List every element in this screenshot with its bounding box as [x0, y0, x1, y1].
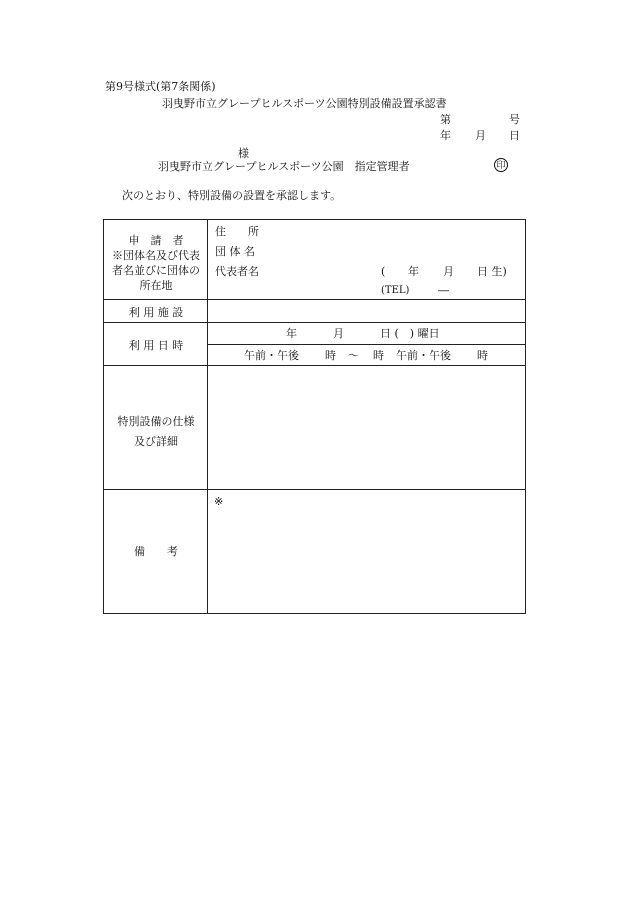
row-divider — [103, 322, 526, 323]
facility-label: 利 用 施 設 — [128, 306, 184, 319]
use-month: 月 — [333, 327, 344, 340]
use-year: 年 — [286, 327, 297, 340]
birth-open-paren: ( — [381, 265, 386, 278]
issue-date-month: 月 — [475, 129, 486, 142]
intro-text: 次のとおり、特別設備の設置を承認します。 — [122, 189, 342, 202]
applicant-label — [104, 233, 208, 293]
document-title: 羽曳野市立グレープヒルスポーツ公園特別設備設置承認書 — [162, 97, 447, 110]
use-day-weekday: 日 ( ) 曜日 — [380, 327, 440, 340]
hour-to: 時 — [477, 349, 488, 362]
hour-from: 時 — [325, 349, 336, 362]
issue-date-day: 日 — [509, 129, 520, 142]
tel-dash: ― — [438, 284, 449, 297]
spec-label-line1: 特別設備の仕様 — [117, 415, 195, 428]
tel-label: (TEL) — [381, 285, 410, 296]
hour-mid: 時 — [373, 349, 384, 362]
ampm-from: 午前・午後 — [244, 349, 299, 362]
doc-number-suffix: 号 — [509, 113, 520, 126]
remarks-label: 備 考 — [134, 545, 178, 558]
time-range-wave: ～ — [348, 349, 359, 362]
birth-month: 月 — [443, 265, 454, 278]
birth-year: 年 — [408, 265, 419, 278]
doc-number-prefix: 第 — [440, 113, 451, 126]
spec-label — [104, 412, 208, 452]
issuer-name: 羽曳野市立グレープヒルスポーツ公園 指定管理者 — [158, 160, 410, 173]
ampm-to: 午前・午後 — [396, 349, 451, 362]
row-divider — [103, 299, 526, 300]
row-divider — [103, 365, 526, 366]
datetime-inner-divider — [207, 344, 526, 345]
applicant-label-line3: 者名並びに団体の — [112, 264, 200, 277]
form-number: 第9号様式(第7条関係) — [105, 80, 216, 93]
address-label: 住 所 — [215, 225, 259, 238]
representative-label: 代表者名 — [215, 265, 259, 278]
seal-mark: 印 — [494, 158, 508, 172]
remarks-note-mark: ※ — [214, 495, 224, 508]
datetime-label: 利 用 日 時 — [128, 339, 184, 352]
applicant-label-line1: 申 請 者 — [128, 234, 184, 247]
group-name-label: 団 体 名 — [215, 245, 255, 258]
addressee-suffix: 様 — [238, 147, 249, 160]
spec-label-line2: 及び詳細 — [134, 435, 178, 448]
applicant-label-line2: ※団体名及び代表 — [112, 249, 200, 262]
row-divider — [103, 489, 526, 490]
birth-day: 日 生) — [477, 265, 507, 278]
issue-date-year: 年 — [440, 129, 451, 142]
applicant-label-line4: 所在地 — [139, 279, 173, 292]
